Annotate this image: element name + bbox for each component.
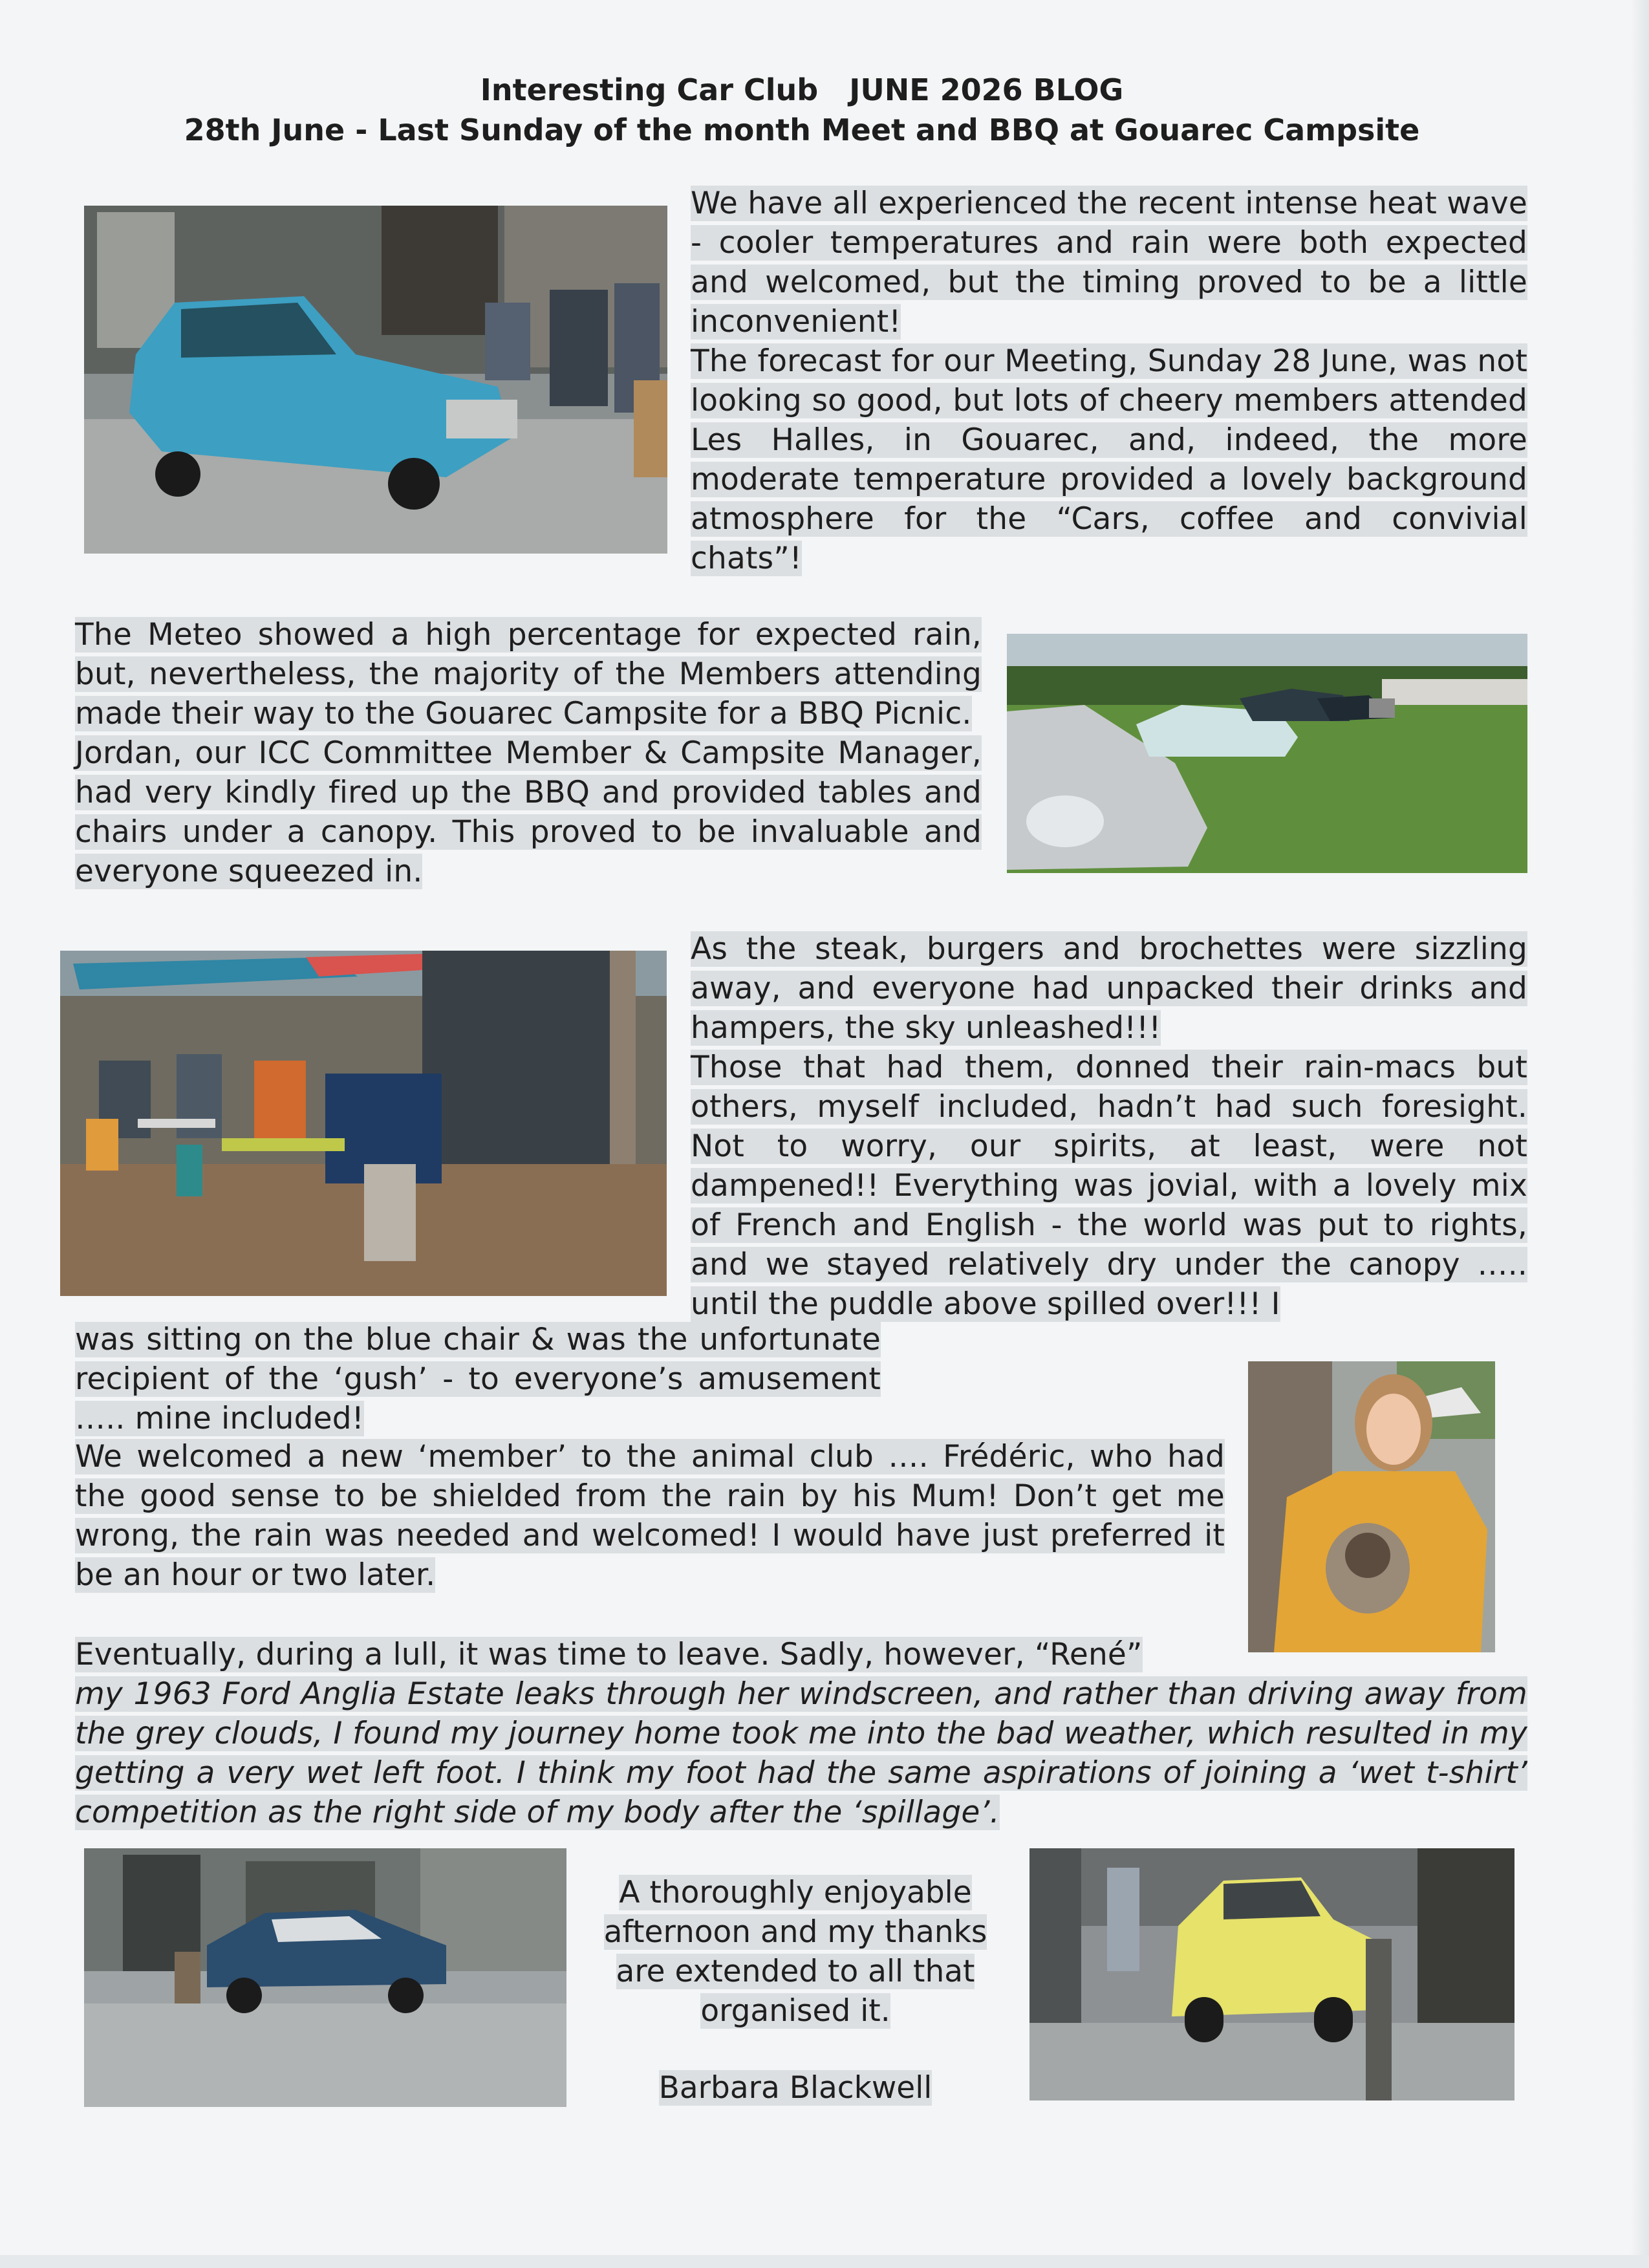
paragraph-meteo-part2: Jordan, our ICC Committee Member & Campsite Manager, had very kindly fired up the BBQ and provided tables and chairs under a canopy. This proved to be invaluable and everyone squeezed in. bbox=[75, 735, 982, 889]
paragraph-intro bbox=[691, 184, 1527, 578]
photo-woman-with-dog-image bbox=[1248, 1361, 1495, 1652]
paragraph-meteo bbox=[75, 615, 982, 891]
photo-blue-saloon-image bbox=[84, 1848, 566, 2107]
photo-yellow-2cv bbox=[1029, 1848, 1514, 2101]
photo-blue-saloon bbox=[84, 1848, 566, 2107]
paper-edge bbox=[1631, 0, 1649, 2268]
paragraph-leaving-part2: my 1963 Ford Anglia Estate leaks through her windscreen, and rather than driving away from the grey clouds, I found my journey home took me into the bad weather, which resulted in my getting a very wet left foot. I think my foot had the same aspirations of joining a ‘wet t-shirt’ competition as the right side of my body after the ‘spillage’. bbox=[75, 1676, 1527, 1830]
photo-blue-anglia-image bbox=[84, 206, 667, 554]
paragraph-animal-club-text: We welcomed a new ‘member’ to the animal club …. Frédéric, who had the good sense to be shielded from the rain by his Mum! Don’t get me wrong, the rain was needed and welcomed! I would have just preferred it be an hour or two later. bbox=[75, 1439, 1225, 1593]
blog-title: Interesting Car Club JUNE 2026 BLOG bbox=[480, 72, 1124, 107]
photo-bbq-canopy bbox=[60, 951, 667, 1296]
signature-name: Barbara Blackwell bbox=[658, 2070, 932, 2106]
paragraph-rain bbox=[691, 929, 1527, 1324]
photo-campsite-cars-image bbox=[1007, 634, 1527, 873]
photo-campsite-cars bbox=[1007, 634, 1527, 873]
paragraph-meteo-part1: The Meteo showed a high percentage for expected rain, but, nevertheless, the majority of the Members attending made their way to the Gouarec Campsite for a BBQ Picnic. bbox=[75, 617, 982, 731]
closing-note-text: A thoroughly enjoyable afternoon and my thanks are extended to all that organised it. bbox=[603, 1875, 987, 2029]
signature bbox=[582, 2068, 1009, 2108]
closing-note bbox=[582, 1873, 1009, 2031]
paragraph-animal-club bbox=[75, 1437, 1225, 1595]
photo-bbq-canopy-image bbox=[60, 951, 667, 1296]
paragraph-blue-chair bbox=[75, 1320, 881, 1438]
photo-blue-anglia bbox=[84, 206, 667, 554]
blog-subtitle: 28th June - Last Sunday of the month Meet and BBQ at Gouarec Campsite bbox=[184, 113, 1420, 147]
paragraph-leaving-continued bbox=[75, 1674, 1527, 1832]
paragraph-blue-chair-text: was sitting on the blue chair & was the unfortunate recipient of the ‘gush’ - to everyone’s amusement ….. mine included! bbox=[75, 1322, 881, 1436]
paragraph-rain-part1: As the steak, burgers and brochettes were sizzling away, and everyone had unpacked their drinks and hampers, the sky unleashed!!! bbox=[691, 931, 1527, 1046]
paper-bottom-edge bbox=[0, 2255, 1649, 2268]
paragraph-rain-part2: Those that had them, donned their rain-macs but others, myself included, hadn’t had such foresight. Not to worry, our spirits, at least, were not dampened!! Everything was jovial, with a lovely mix of French and English - the world was put to rights, and we stayed relatively dry under the canopy ….. until the puddle above spilled over!!! I bbox=[691, 1050, 1527, 1322]
paragraph-leaving bbox=[75, 1635, 1225, 1674]
paragraph-leaving-part1: Eventually, during a lull, it was time to leave. Sadly, however, “René” bbox=[75, 1637, 1143, 1672]
paragraph-intro-part2: The forecast for our Meeting, Sunday 28 June, was not looking so good, but lots of cheery members attended Les Halles, in Gouarec, and, indeed, the more moderate temperature provided a lovely background atmosphere for the “Cars, coffee and convivial chats”! bbox=[691, 343, 1527, 576]
paragraph-intro-part1: We have all experienced the recent intense heat wave - cooler temperatures and rain were both expected and welcomed, but the timing proved to be a little inconvenient! bbox=[691, 186, 1527, 340]
photo-woman-with-dog bbox=[1248, 1361, 1495, 1652]
blog-header bbox=[0, 70, 1604, 150]
photo-yellow-2cv-image bbox=[1029, 1848, 1514, 2101]
